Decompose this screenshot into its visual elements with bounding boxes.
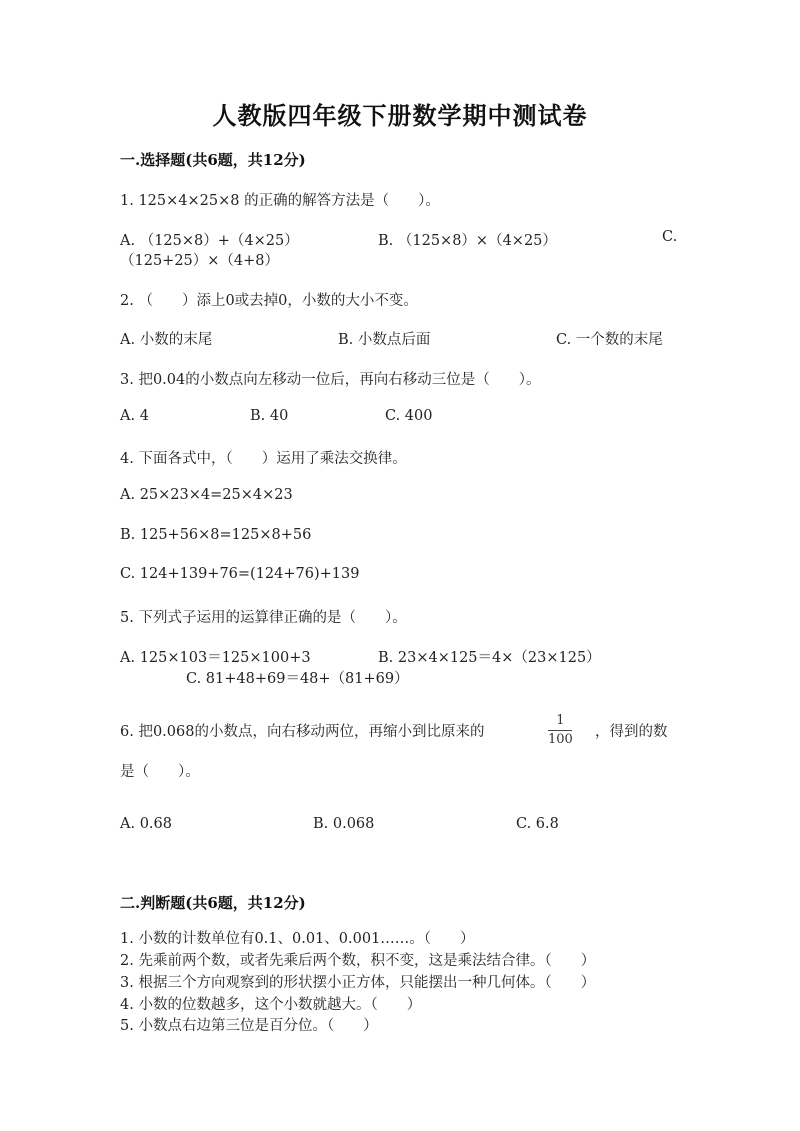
question-3-option-c: C. 400 [385,408,433,424]
question-6-option-b: B. 0.068 [313,816,375,832]
question-6-option-c: C. 6.8 [516,816,559,832]
question-2-stem: 2. （ ）添上0或去掉0，小数的大小不变。 [120,293,418,309]
question-5-option-a: A. 125×103＝125×100+3 [120,650,311,666]
question-6-stem-part2: ，得到的数 [595,724,668,740]
question-2-option-a: A. 小数的末尾 [120,332,213,348]
question-2-option-b: B. 小数点后面 [338,332,431,348]
question-3-stem: 3. 把0.04的小数点向左移动一位后，再向右移动三位是（ ）。 [120,372,541,388]
question-3-option-b: B. 40 [250,408,289,424]
true-false-item-4: 4. 小数的位数越多，这个小数就越大。（ ） [120,997,422,1013]
question-5-option-b: B. 23×4×125＝4×（23×125） [378,650,601,666]
question-6-option-a: A. 0.68 [120,816,172,832]
question-6-stem-part3: 是（ ）。 [120,764,200,780]
question-5-option-c: C. 81+48+69＝48+（81+69） [186,671,409,687]
question-2-option-c: C. 一个数的末尾 [556,332,663,348]
section-heading-choice: 一.选择题(共6题，共12分) [120,151,306,169]
question-1-option-b: B. （125×8）×（4×25） [378,233,557,249]
fraction-bar [548,730,572,731]
true-false-item-2: 2. 先乘前两个数，或者先乘后两个数，积不变，这是乘法结合律。（ ） [120,953,596,969]
question-4-stem: 4. 下面各式中，（ ）运用了乘法交换律。 [120,451,407,467]
question-3-option-a: A. 4 [120,408,149,424]
fraction-denominator: 100 [548,732,573,747]
question-4-option-b: B. 125+56×8=125×8+56 [120,527,312,543]
question-4-option-a: A. 25×23×4=25×4×23 [120,487,293,503]
question-5-stem: 5. 下列式子运用的运算律正确的是（ ）。 [120,610,407,626]
fraction-numerator: 1 [556,713,565,728]
true-false-item-1: 1. 小数的计数单位有0.1、0.01、0.001……。（ ） [120,931,475,947]
question-1-option-a: A. （125×8）+（4×25） [120,233,299,249]
true-false-item-3: 3. 根据三个方向观察到的形状摆小正方体，只能摆出一种几何体。（ ） [120,975,596,991]
section-heading-true-false: 二.判断题(共6题，共12分) [120,894,306,912]
question-1-stem: 1. 125×4×25×8 的正确的解答方法是（ ）。 [120,193,440,209]
question-4-option-c: C. 124+139+76=(124+76)+139 [120,566,360,582]
question-1-option-c-text: （125+25）×（4+8） [120,253,280,269]
page-title: 人教版四年级下册数学期中测试卷 [212,101,588,130]
question-1-option-c-label: C. [662,229,678,245]
question-6-stem-part1: 6. 把0.068的小数点，向右移动两位，再缩小到比原来的 [120,724,485,740]
fraction-one-hundredth [548,713,573,748]
true-false-item-5: 5. 小数点右边第三位是百分位。（ ） [120,1018,378,1034]
